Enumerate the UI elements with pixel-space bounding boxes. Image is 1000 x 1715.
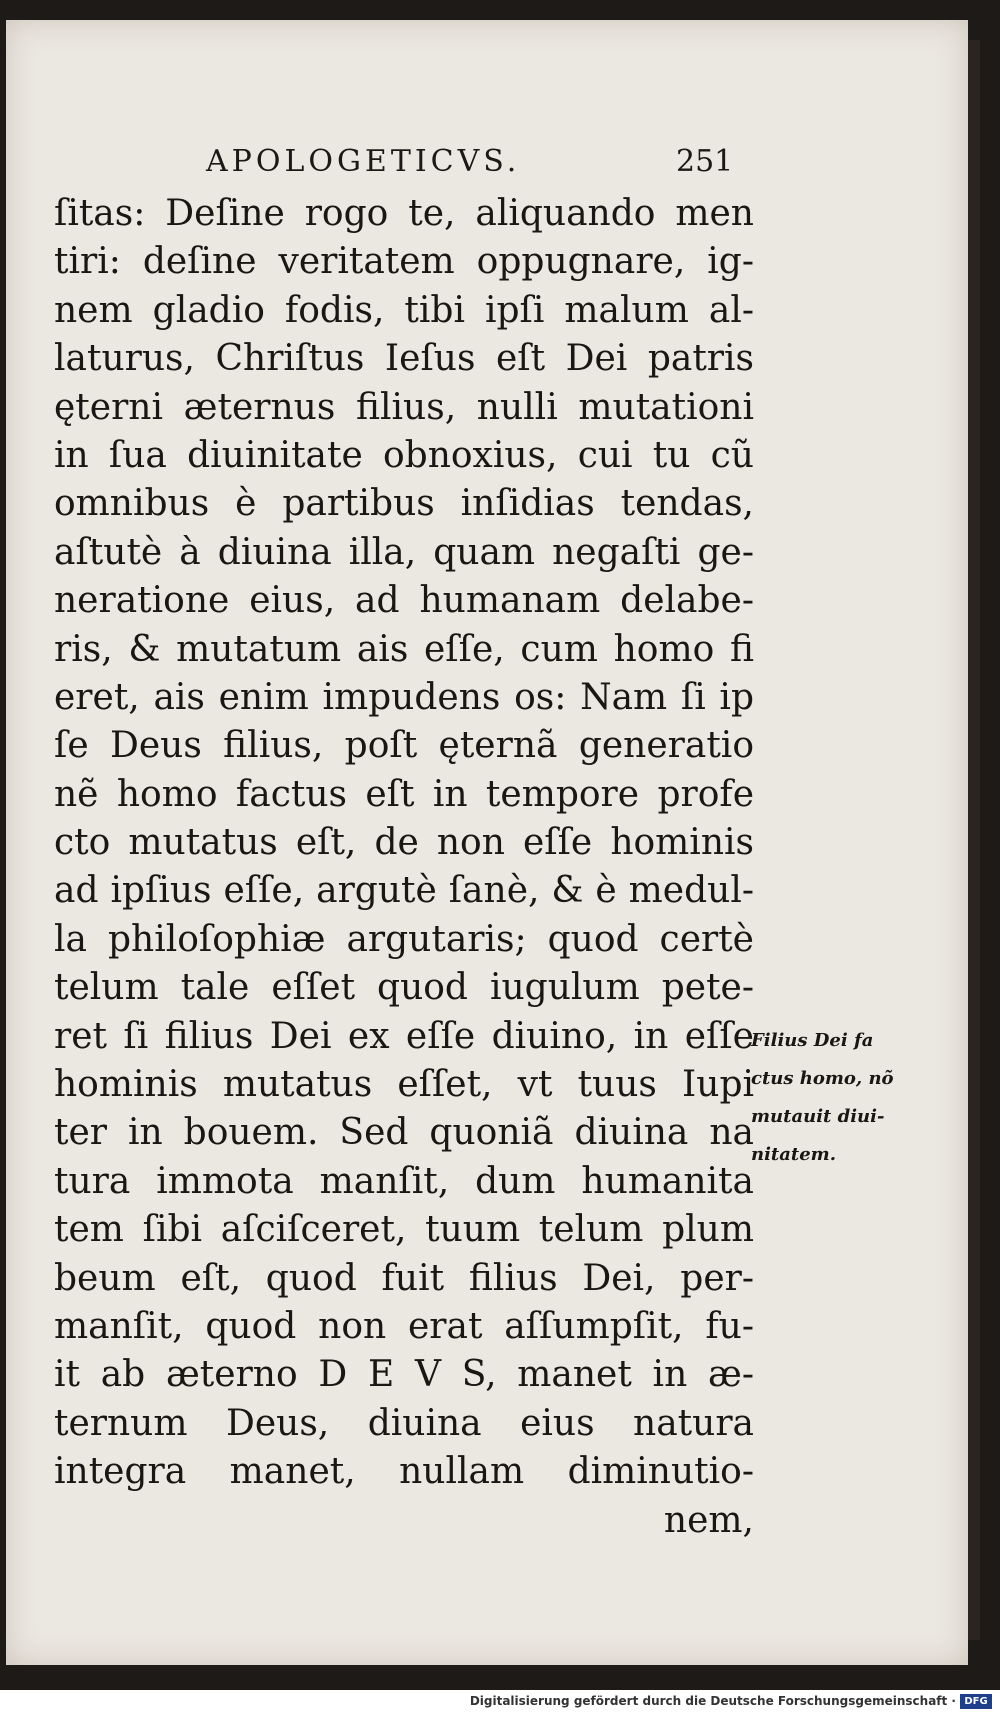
text-line: hominis mutatus eſſet, vt tuus Iupi <box>54 1064 754 1106</box>
text-line: integra manet, nullam diminutio- <box>54 1451 754 1493</box>
text-line: manſit, quod non erat aſſumpſit, fu- <box>54 1305 754 1347</box>
text-line: it ab æterno D E V S, manet in æ- <box>54 1354 754 1396</box>
page-number: 251 <box>676 144 734 179</box>
text-line: ſe Deus filius, poſt ęternã generatio <box>54 725 754 767</box>
text-line: telum tale eſſet quod iugulum pete- <box>54 967 754 1009</box>
text-line: eret, ais enim impudens os: Nam ſi ip <box>54 676 754 718</box>
text-line: ad ipſius eſſe, argutè ſanè, & è medul- <box>54 870 754 912</box>
text-line: cto mutatus eſt, de non eſſe hominis <box>54 822 754 864</box>
text-line: la philoſophiæ argutaris; quod certè <box>54 918 754 960</box>
text-line: in ſua diuinitate obnoxius, cui tu cũ <box>54 434 754 476</box>
text-line: nem gladio fodis, tibi ipſi malum al- <box>54 289 754 331</box>
page-edge <box>968 40 980 1640</box>
text-line: ternum Deus, diuina eius natura <box>54 1402 754 1444</box>
marginal-note-line: ctus homo, nõ <box>751 1068 894 1089</box>
text-line: nẽ homo factus eſt in tempore profe <box>54 773 754 815</box>
text-line: ret ſi filius Dei ex eſſe diuino, in eſſe <box>54 1015 754 1057</box>
text-line: nem, <box>663 1499 754 1541</box>
text-line: tiri: deſine veritatem oppugnare, ig- <box>54 241 754 283</box>
text-line: neratione eius, ad humanam delabe- <box>54 580 754 622</box>
text-line: ris, & mutatum ais eſſe, cum homo fi <box>54 628 754 670</box>
text-line: tura immota manſit, dum humanita <box>54 1160 754 1202</box>
text-line: ęterni æternus filius, nulli mutationi <box>54 386 754 428</box>
text-line: laturus, Chriſtus Ieſus eſt Dei patris <box>54 338 754 380</box>
digitization-credit: Digitalisierung gefördert durch die Deutsche Forschungsgemeinschaft · <box>469 1694 956 1708</box>
text-line: tem ſibi aſciſceret, tuum telum plum <box>54 1209 754 1251</box>
footer-bar <box>0 1690 1000 1715</box>
marginal-note-line: nitatem. <box>751 1144 836 1165</box>
text-line: ſitas: Deſine rogo te, aliquando men <box>54 193 754 234</box>
text-line: beum eſt, quod fuit filius Dei, per- <box>54 1257 754 1299</box>
running-head: APOLOGETICVS. <box>206 144 521 179</box>
text-line: ter in bouem. Sed quoniã diuina na <box>54 1112 754 1154</box>
book-page <box>6 20 968 1665</box>
dfg-logo: DFG <box>960 1694 992 1709</box>
marginal-note-line: mutauit diui- <box>751 1106 885 1127</box>
marginal-note-line: Filius Dei fa <box>751 1030 874 1051</box>
body-text <box>54 190 754 1545</box>
marginal-note <box>751 1022 926 1174</box>
text-line: omnibus è partibus inſidias tendas, <box>54 483 754 525</box>
text-line: aſtutè à diuina illa, quam negaſti ge- <box>54 531 754 573</box>
